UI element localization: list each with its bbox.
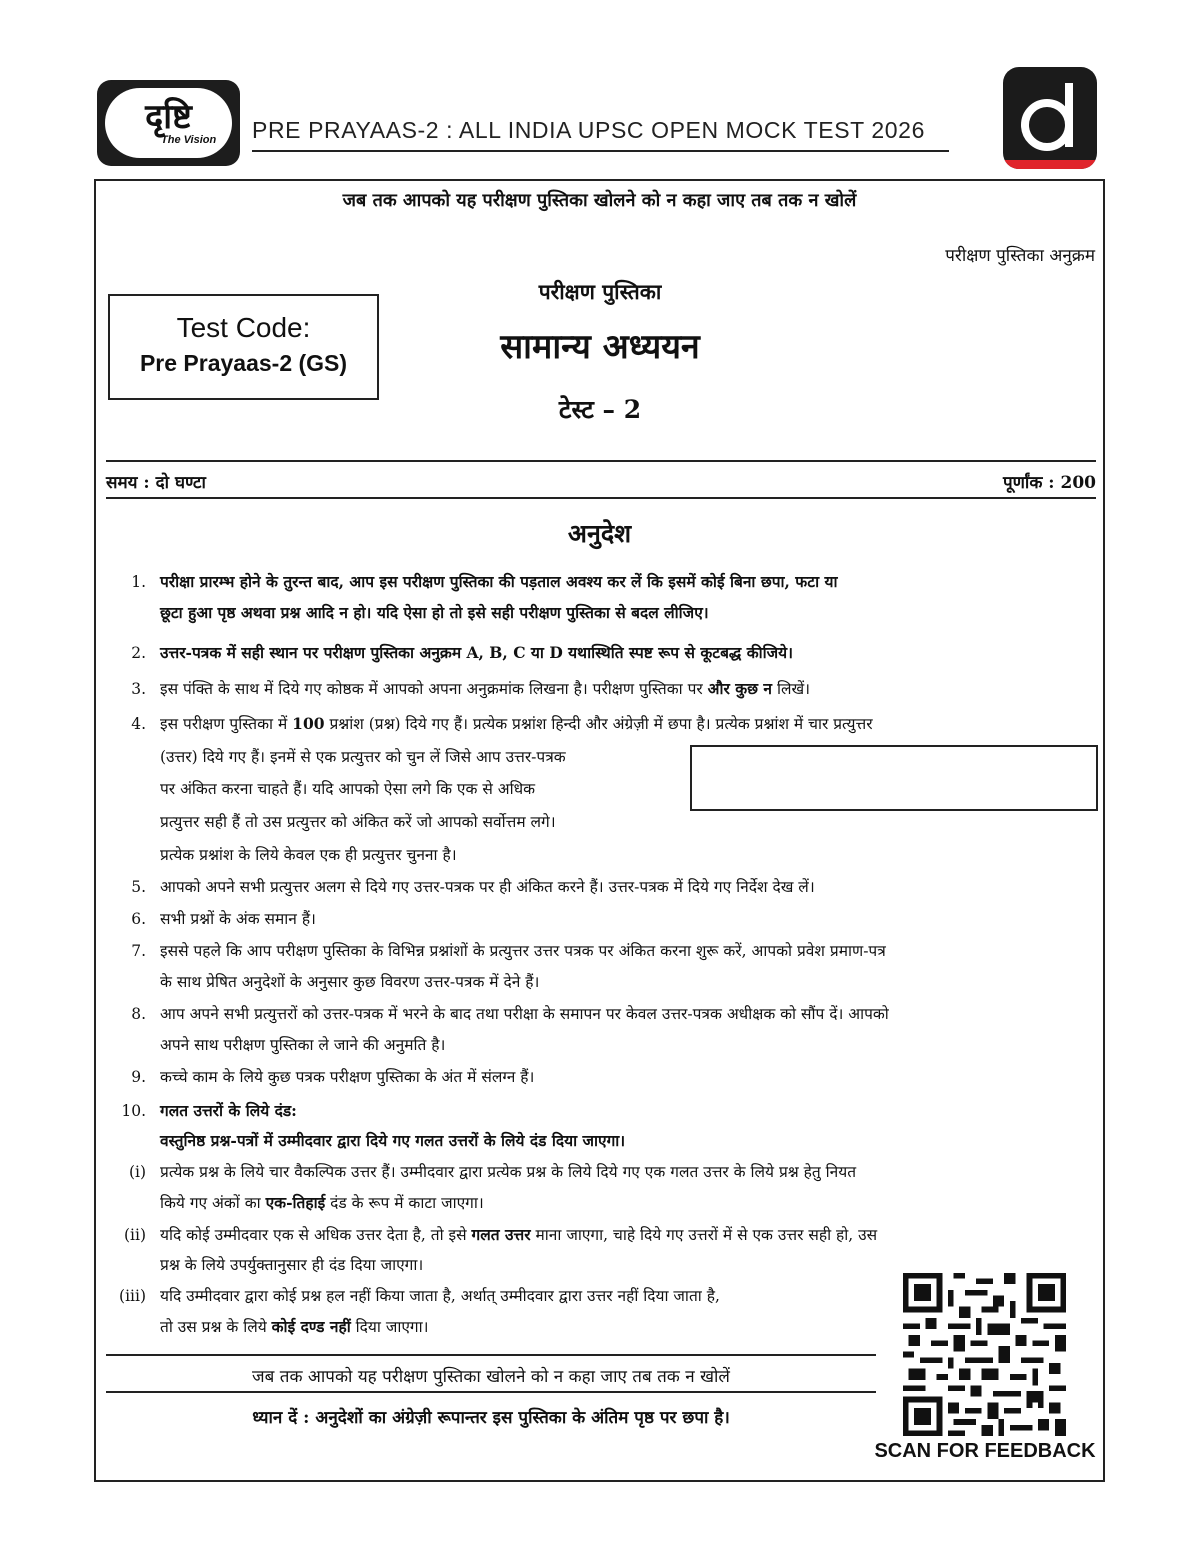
- item-number: 2.: [131, 644, 146, 662]
- instruction-line: [160, 1225, 877, 1245]
- logo-subtitle: The Vision: [161, 134, 217, 146]
- text-span: तो उस प्रश्न के लिये: [160, 1318, 272, 1336]
- item-number: (i): [128, 1163, 146, 1181]
- instruction-line: [160, 1193, 484, 1213]
- text-span: माना जाएगा, चाहे दिये गए उत्तरों में से एक उत्तर सही हो, उस: [530, 1226, 878, 1244]
- item-number: 5.: [131, 878, 146, 896]
- roll-number-box: [690, 745, 1098, 811]
- instruction-line: प्रत्येक प्रश्नांश के लिये केवल एक ही प्रत्युत्तर चुनना है।: [160, 846, 457, 864]
- text-span: प्रश्नांश (प्रश्न) दिये गए हैं। प्रत्येक प्रश्नांश हिन्दी और अंग्रेज़ी में छपा है। प्रत्येक प्रश्नांश में चार प्रत्युत्तर: [324, 715, 873, 733]
- title-underline: [252, 150, 949, 152]
- instruction-line: आप अपने सभी प्रत्युत्तरों को उत्तर-पत्रक में भरने के बाद तथा परीक्षा के समापन पर केवल उत्तर-पत्रक अधीक्षक को सौंप दें। आपको: [160, 1005, 889, 1023]
- item-number: 1.: [131, 573, 146, 591]
- divider: [106, 1354, 876, 1356]
- marks-label: पूर्णांक : 200: [1002, 473, 1096, 493]
- test-label: टेस्ट – 2: [558, 395, 642, 424]
- instruction-line: उत्तर-पत्रक में सही स्थान पर परीक्षण पुस्तिका अनुक्रम A, B, C या D यथास्थिति स्पष्ट रूप से कूटबद्ध कीजिये।: [160, 643, 794, 662]
- instruction-line: प्रश्न के लिये उपर्युक्तानुसार ही दंड दिया जाएगा।: [160, 1256, 424, 1274]
- divider: [106, 460, 1096, 462]
- english-version-note: ध्यान दें : अनुदेशों का अंग्रेज़ी रूपान्तर इस पुस्तिका के अंतिम पृष्ठ पर छपा है।: [252, 1408, 730, 1428]
- item-number: 8.: [131, 1005, 146, 1023]
- logo-text: दृष्टि: [145, 97, 192, 137]
- page-title: PRE PRAYAAS-2 : ALL INDIA UPSC OPEN MOCK TEST 2026: [252, 117, 925, 143]
- instruction-line: आपको अपने सभी प्रत्युत्तर अलग से दिये गए उत्तर-पत्रक पर ही अंकित करने हैं। उत्तर-पत्रक में दिये गए निर्देश देख लें।: [160, 878, 815, 896]
- instruction-line: (उत्तर) दिये गए हैं। इनमें से एक प्रत्युत्तर को चुन लें जिसे आप उत्तर-पत्रक: [160, 748, 566, 766]
- emphasis-text: कोई दण्ड नहीं: [271, 1317, 351, 1336]
- divider: [106, 497, 1096, 499]
- item-number: 9.: [131, 1068, 146, 1086]
- instruction-line: अपने साथ परीक्षण पुस्तिका ले जाने की अनुमति है।: [160, 1036, 446, 1054]
- instruction-line: छूटा हुआ पृष्ठ अथवा प्रश्न आदि न हो। यदि ऐसा हो तो इसे सही परीक्षण पुस्तिका से बदल लीजिए।: [160, 603, 709, 622]
- instruction-line: गलत उत्तरों के लिये दंड:: [160, 1101, 297, 1120]
- instruction-line: [160, 714, 873, 734]
- instruction-line: वस्तुनिष्ठ प्रश्न-पत्रों में उम्मीदवार द्वारा दिये गए गलत उत्तरों के लिये दंड दिया जाएगा।: [160, 1131, 626, 1150]
- warning-bottom: जब तक आपको यह परीक्षण पुस्तिका खोलने को न कहा जाए तब तक न खोलें: [252, 1367, 730, 1387]
- instruction-line: [160, 1317, 429, 1337]
- instructions-heading: अनुदेश: [567, 519, 632, 548]
- instruction-line: इससे पहले कि आप परीक्षण पुस्तिका के विभिन्न प्रश्नांशों के प्रत्युत्तर उत्तर पत्रक पर अंकित करना शुरू करें, आपको प्रवेश प्रमाण-पत्र: [160, 942, 886, 960]
- brand-d-logo-icon: [1003, 67, 1097, 169]
- drishti-logo: [97, 80, 240, 166]
- booklet-label: परीक्षण पुस्तिका: [538, 279, 662, 304]
- subject-title: सामान्य अध्ययन: [500, 327, 700, 367]
- instruction-line: प्रत्येक प्रश्न के लिये चार वैकल्पिक उत्तर हैं। उम्मीदवार द्वारा प्रत्येक प्रश्न के लिये दिये गए एक गलत उत्तर के लिये प्रश्न हेतु नियत: [160, 1163, 857, 1181]
- divider: [106, 1391, 876, 1393]
- emphasis-text: और कुछ न: [707, 679, 773, 698]
- instruction-line: [160, 679, 810, 699]
- test-code-title: Test Code:: [176, 312, 311, 343]
- instruction-line: प्रत्युत्तर सही हैं तो उस प्रत्युत्तर को अंकित करें जो आपको सर्वोत्तम लगे।: [160, 813, 556, 831]
- instruction-line: यदि उम्मीदवार द्वारा कोई प्रश्न हल नहीं किया जाता है, अर्थात् उम्मीदवार द्वारा उत्तर नहीं दिया जाता है,: [160, 1287, 720, 1305]
- warning-top: जब तक आपको यह परीक्षण पुस्तिका खोलने को न कहा जाए तब तक न खोलें: [342, 190, 857, 211]
- feedback-qr-code-icon[interactable]: [903, 1273, 1066, 1436]
- test-code-value: Pre Prayaas-2 (GS): [139, 350, 348, 376]
- instruction-line: पर अंकित करना चाहते हैं। यदि आपको ऐसा लगे कि एक से अधिक: [160, 780, 536, 798]
- item-number: (iii): [119, 1287, 146, 1305]
- instruction-line: कच्चे काम के लिये कुछ पत्रक परीक्षण पुस्तिका के अंत में संलग्न हैं।: [160, 1068, 535, 1086]
- item-number: 3.: [131, 680, 146, 698]
- test-code-box: [108, 294, 379, 400]
- text-span: किये गए अंकों का: [160, 1194, 266, 1212]
- instruction-line: परीक्षा प्रारम्भ होने के तुरन्त बाद, आप इस परीक्षण पुस्तिका की पड़ताल अवश्य कर लें कि इसमें कोई बिना छपा, फटा या: [160, 572, 838, 591]
- item-number: 7.: [131, 942, 146, 960]
- instruction-line: सभी प्रश्नों के अंक समान हैं।: [160, 910, 316, 928]
- item-number: 10.: [121, 1102, 146, 1120]
- text-span: इस पंक्ति के साथ में दिये गए कोष्ठक में आपको अपना अनुक्रमांक लिखना है। परीक्षण पुस्तिका पर: [160, 680, 708, 698]
- text-span: दिया जाएगा।: [350, 1318, 429, 1336]
- text-span: दंड के रूप में काटा जाएगा।: [325, 1194, 484, 1212]
- emphasis-text: गलत उत्तर: [471, 1225, 531, 1244]
- emphasis-text: एक-तिहाई: [265, 1193, 326, 1212]
- item-number: 4.: [131, 715, 146, 733]
- text-span: लिखें।: [772, 680, 811, 698]
- item-number: (ii): [123, 1226, 146, 1244]
- text-span: यदि कोई उम्मीदवार एक से अधिक उत्तर देता है, तो इसे: [160, 1226, 472, 1244]
- item-number: 6.: [131, 910, 146, 928]
- text-span: इस परीक्षण पुस्तिका में: [160, 715, 293, 733]
- qr-caption: SCAN FOR FEEDBACK: [874, 1440, 1096, 1462]
- instruction-line: के साथ प्रेषित अनुदेशों के अनुसार कुछ विवरण उत्तर-पत्रक में देने हैं।: [160, 973, 540, 991]
- emphasis-text: 100: [292, 714, 325, 733]
- booklet-serial-label: परीक्षण पुस्तिका अनुक्रम: [945, 246, 1095, 266]
- time-label: समय : दो घण्टा: [106, 473, 206, 493]
